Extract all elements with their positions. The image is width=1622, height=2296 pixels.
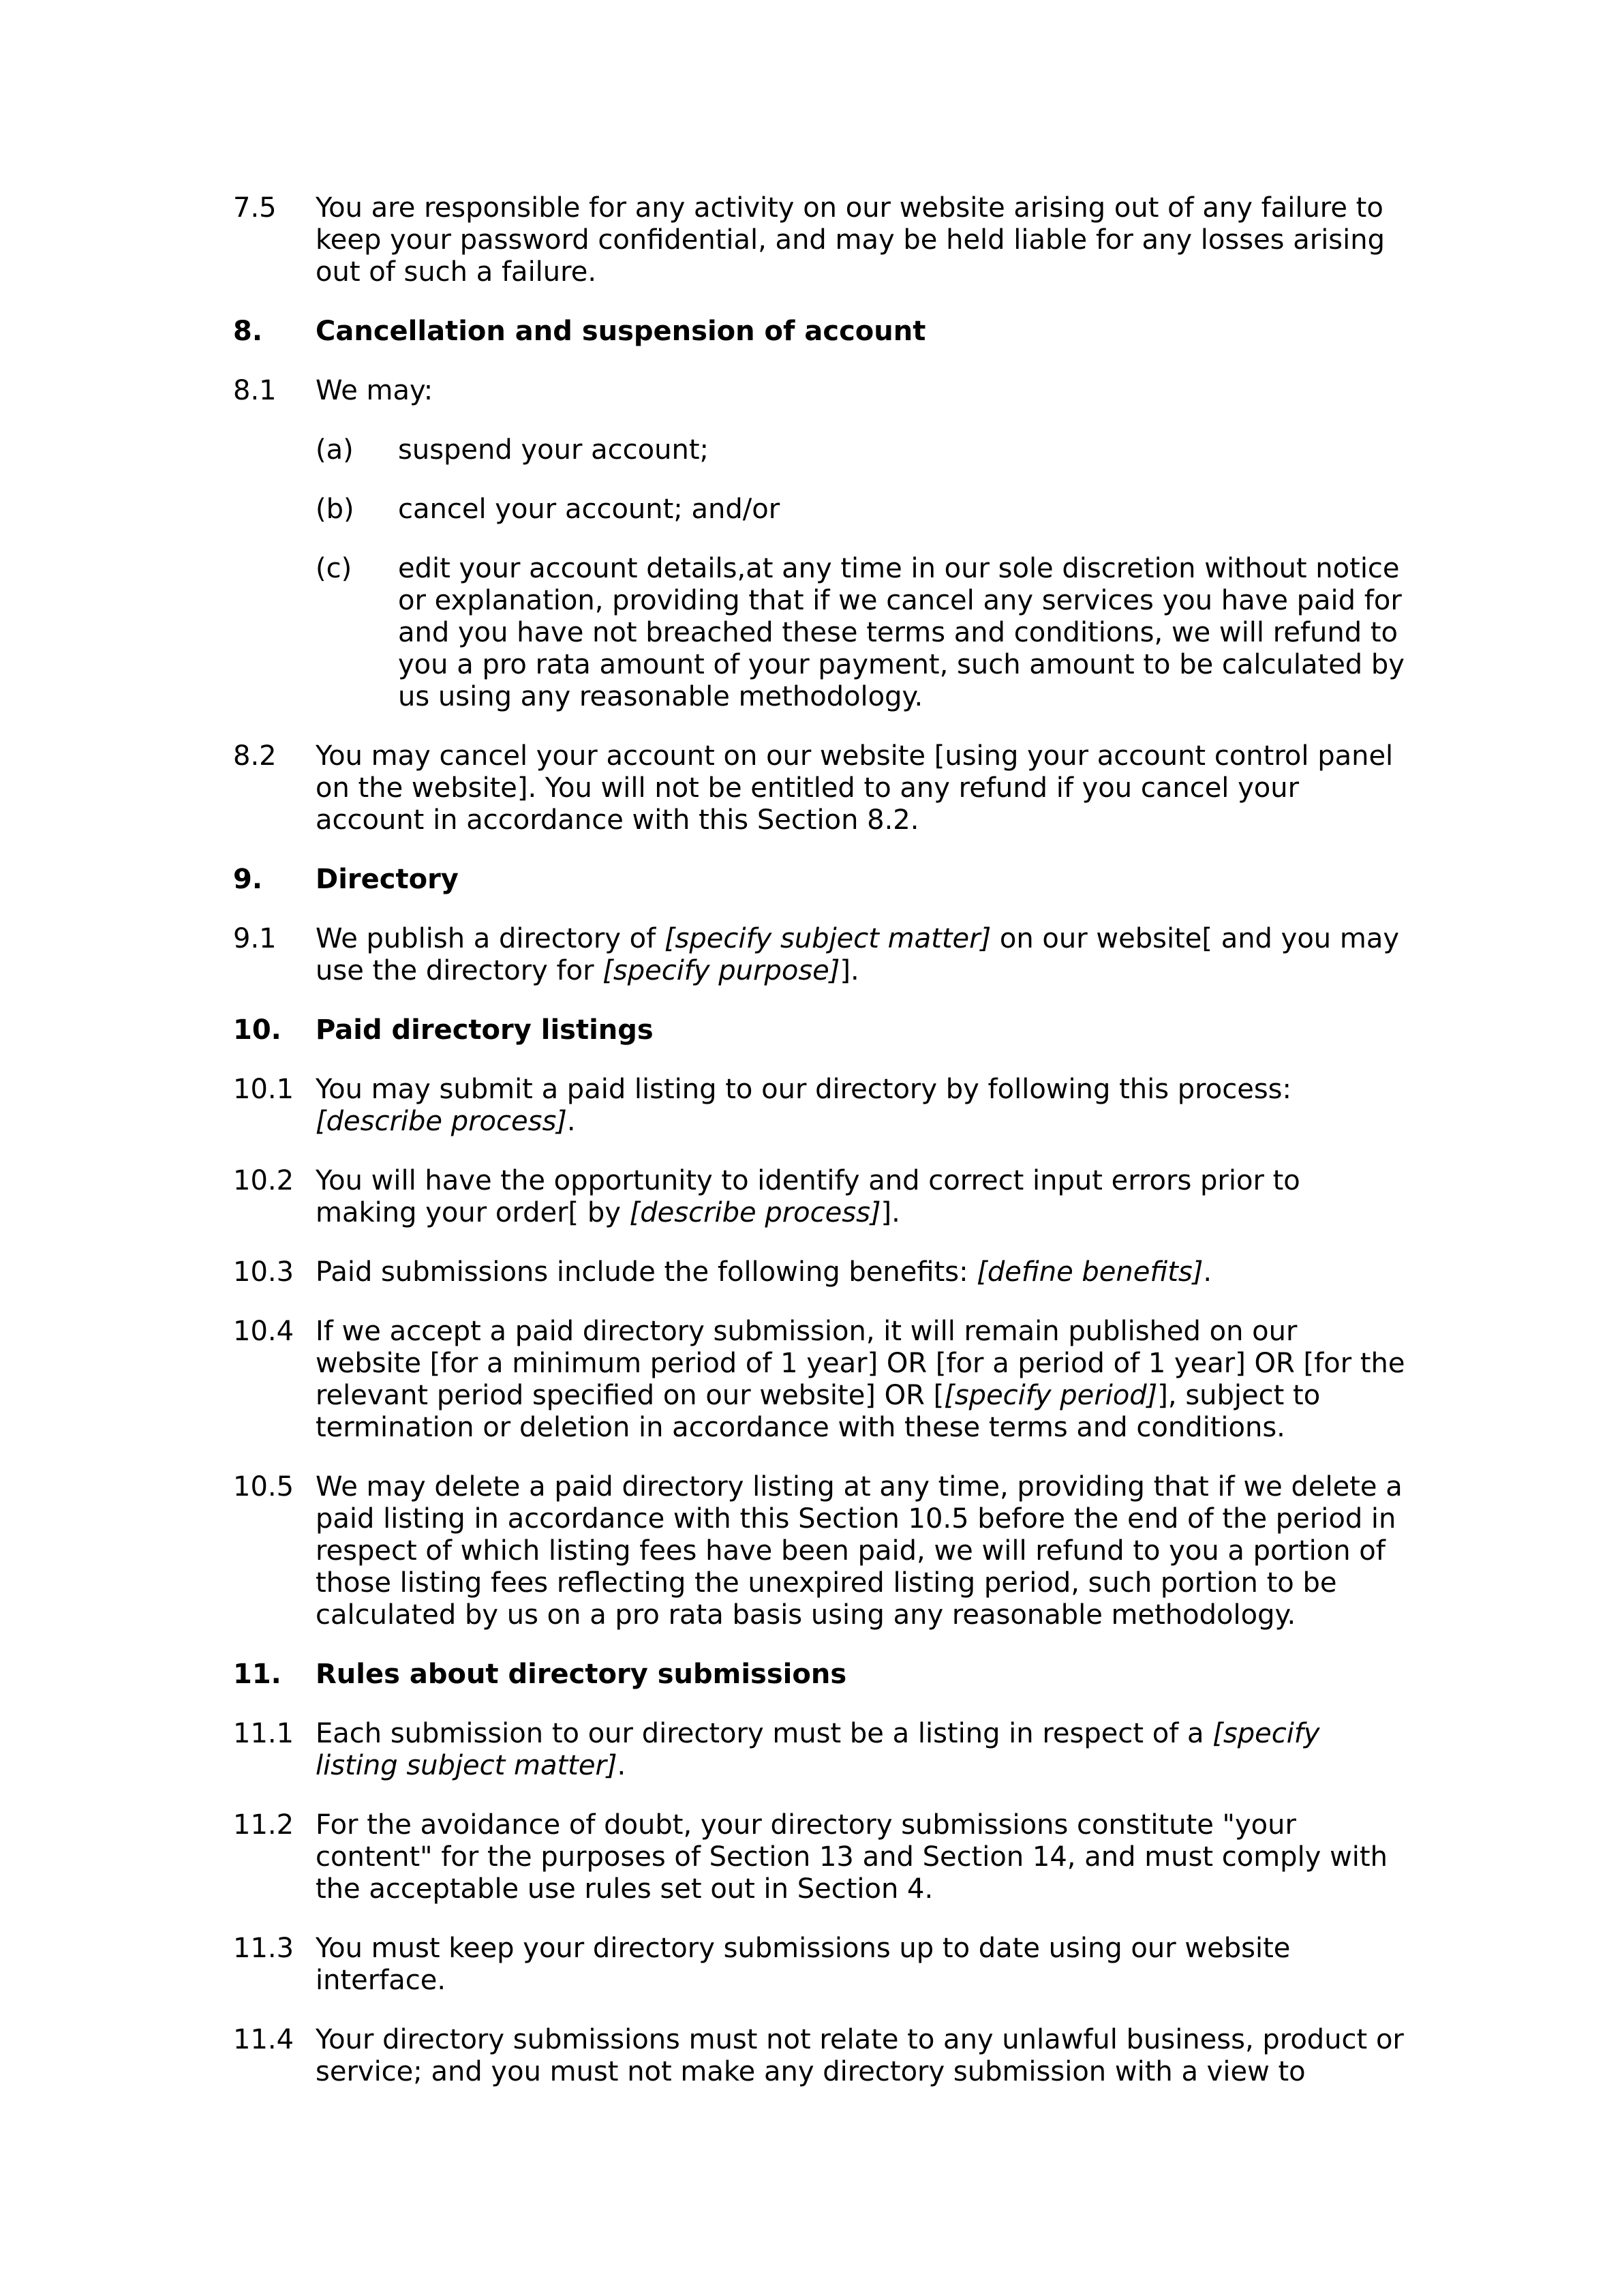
placeholder-text: [describe process] bbox=[629, 1197, 881, 1228]
clause-number: 9.1 bbox=[233, 923, 277, 954]
clause-text bbox=[398, 494, 1405, 526]
clause-number: 10.5 bbox=[233, 1471, 294, 1502]
clause-number: 11.2 bbox=[233, 1809, 294, 1841]
section-heading-9 bbox=[233, 864, 1405, 896]
text-run: ]. bbox=[840, 955, 859, 986]
sub-clause-c bbox=[316, 553, 1405, 713]
clause-number: 10.2 bbox=[233, 1165, 294, 1196]
clause-text bbox=[316, 923, 1405, 987]
clause-number: 10.1 bbox=[233, 1074, 294, 1105]
clause-number: 11.3 bbox=[233, 1933, 294, 1964]
text-run: We may delete a paid directory listing at any time, providing that if we delete a paid listing in accordance with this Section 10.5 before the end of the period in respect of which listing fees have been paid, we will refund to you a portion of those listing fees reflecting the unexpired listing period, such portion to be calculated by us on a pro rata basis using any reasonable methodology. bbox=[316, 1471, 1403, 1631]
section-title bbox=[316, 1014, 1405, 1046]
clause-number: 10.4 bbox=[233, 1316, 294, 1347]
sub-clause-a bbox=[316, 434, 1405, 466]
section-number: 9. bbox=[233, 864, 263, 895]
clause-text bbox=[316, 1809, 1405, 1905]
clause-text bbox=[316, 1165, 1405, 1229]
document-body bbox=[233, 192, 1405, 2115]
section-number: 8. bbox=[233, 316, 263, 347]
text-run: Paid directory listings bbox=[316, 1014, 654, 1046]
clause-91 bbox=[233, 923, 1405, 987]
clause-number: 11.4 bbox=[233, 2024, 294, 2055]
placeholder-text: [specify purpose] bbox=[602, 955, 840, 986]
clause-101 bbox=[233, 1074, 1405, 1138]
section-number: 10. bbox=[233, 1014, 281, 1046]
text-run: Cancellation and suspension of account bbox=[316, 316, 926, 347]
clause-113 bbox=[233, 1933, 1405, 1997]
text-run: . bbox=[617, 1750, 626, 1781]
clause-111 bbox=[233, 1718, 1405, 1782]
section-heading-11 bbox=[233, 1659, 1405, 1691]
clause-text bbox=[316, 1933, 1405, 1997]
text-run: on our website[ and you may use the directory for bbox=[316, 923, 1400, 986]
clause-text bbox=[316, 1718, 1405, 1782]
text-run: Directory bbox=[316, 864, 459, 895]
clause-75 bbox=[233, 192, 1405, 288]
clause-text bbox=[398, 553, 1405, 713]
clause-text bbox=[316, 375, 1405, 407]
clause-number: 7.5 bbox=[233, 192, 277, 224]
clause-text bbox=[316, 192, 1405, 288]
clause-number: 8.2 bbox=[233, 740, 277, 772]
clause-text bbox=[398, 434, 1405, 466]
text-run: suspend your account; bbox=[398, 434, 709, 466]
clause-82 bbox=[233, 740, 1405, 836]
text-run: ], subject to termination or deletion in accordance with these terms and conditions. bbox=[316, 1380, 1321, 1443]
sub-clause-b bbox=[316, 494, 1405, 526]
clause-text bbox=[316, 1256, 1405, 1288]
text-run: You may cancel your account on our website [using your account control panel on the website]. You will not be entitled to any refund if you cancel your account in accordance with this Section 8.2. bbox=[316, 740, 1394, 836]
section-title bbox=[316, 864, 1405, 896]
text-run: You must keep your directory submissions up to date using our website interface. bbox=[316, 1933, 1291, 1996]
section-title bbox=[316, 1659, 1405, 1691]
text-run: cancel your account; and/or bbox=[398, 494, 780, 525]
clause-number: (b) bbox=[316, 494, 354, 525]
clause-number: (c) bbox=[316, 553, 352, 584]
text-run: For the avoidance of doubt, your directory submissions constitute "your content" for the purposes of Section 13 and Section 14, and must comply with the acceptable use rules set out in Section 4. bbox=[316, 1809, 1388, 1905]
text-run: . bbox=[1203, 1256, 1212, 1288]
text-run: Your directory submissions must not relate to any unlawful business, product or service; and you must not make any directory submission with a view to bbox=[316, 2024, 1404, 2087]
clause-number: 10.3 bbox=[233, 1256, 294, 1288]
clause-text bbox=[316, 2024, 1405, 2088]
text-run: You will have the opportunity to identify and correct input errors prior to making your order[ by bbox=[316, 1165, 1300, 1228]
text-run: You are responsible for any activity on our website arising out of any failure to keep your password confidential, and may be held liable for any losses arising out of such a failure. bbox=[316, 192, 1386, 288]
clause-text bbox=[316, 1471, 1405, 1631]
text-run: ]. bbox=[881, 1197, 900, 1228]
section-number: 11. bbox=[233, 1659, 281, 1690]
clause-text bbox=[316, 1074, 1405, 1138]
text-run: If we accept a paid directory submission, it will remain published on our website [for a minimum period of 1 year] OR [for a period of 1 year] OR [for the relevant period specified on our website] OR [ bbox=[316, 1316, 1405, 1411]
text-run: We publish a directory of bbox=[316, 923, 664, 954]
placeholder-text: [specify subject matter] bbox=[664, 923, 992, 954]
placeholder-text: [describe process] bbox=[316, 1106, 567, 1137]
text-run: . bbox=[566, 1106, 576, 1137]
clause-number: 8.1 bbox=[233, 375, 277, 406]
section-title bbox=[316, 316, 1405, 348]
clause-114 bbox=[233, 2024, 1405, 2088]
clause-102 bbox=[233, 1165, 1405, 1229]
clause-103 bbox=[233, 1256, 1405, 1288]
clause-104 bbox=[233, 1316, 1405, 1444]
text-run: Each submission to our directory must be a listing in respect of a bbox=[316, 1718, 1213, 1749]
clause-text bbox=[316, 740, 1405, 836]
text-run: edit your account details,at any time in our sole discretion without notice or explanation, providing that if we cancel any services you have paid for and you have not breached these terms and conditions, we will refund to you a pro rata amount of your payment, such amount to be calculated by us using any reasonable methodology. bbox=[398, 553, 1405, 712]
clause-112 bbox=[233, 1809, 1405, 1905]
section-heading-10 bbox=[233, 1014, 1405, 1046]
section-heading-8 bbox=[233, 316, 1405, 348]
text-run: You may submit a paid listing to our directory by following this process: bbox=[316, 1074, 1291, 1105]
clause-number: (a) bbox=[316, 434, 354, 466]
text-run: Paid submissions include the following benefits: bbox=[316, 1256, 977, 1288]
placeholder-text: [define benefits] bbox=[977, 1256, 1204, 1288]
text-run: We may: bbox=[316, 375, 433, 406]
text-run: Rules about directory submissions bbox=[316, 1659, 847, 1690]
clause-105 bbox=[233, 1471, 1405, 1631]
clause-number: 11.1 bbox=[233, 1718, 294, 1749]
clause-81 bbox=[233, 375, 1405, 407]
clause-text bbox=[316, 1316, 1405, 1444]
placeholder-text: [specify period] bbox=[944, 1380, 1158, 1411]
placeholder-text: [specify listing subject matter] bbox=[316, 1718, 1320, 1781]
